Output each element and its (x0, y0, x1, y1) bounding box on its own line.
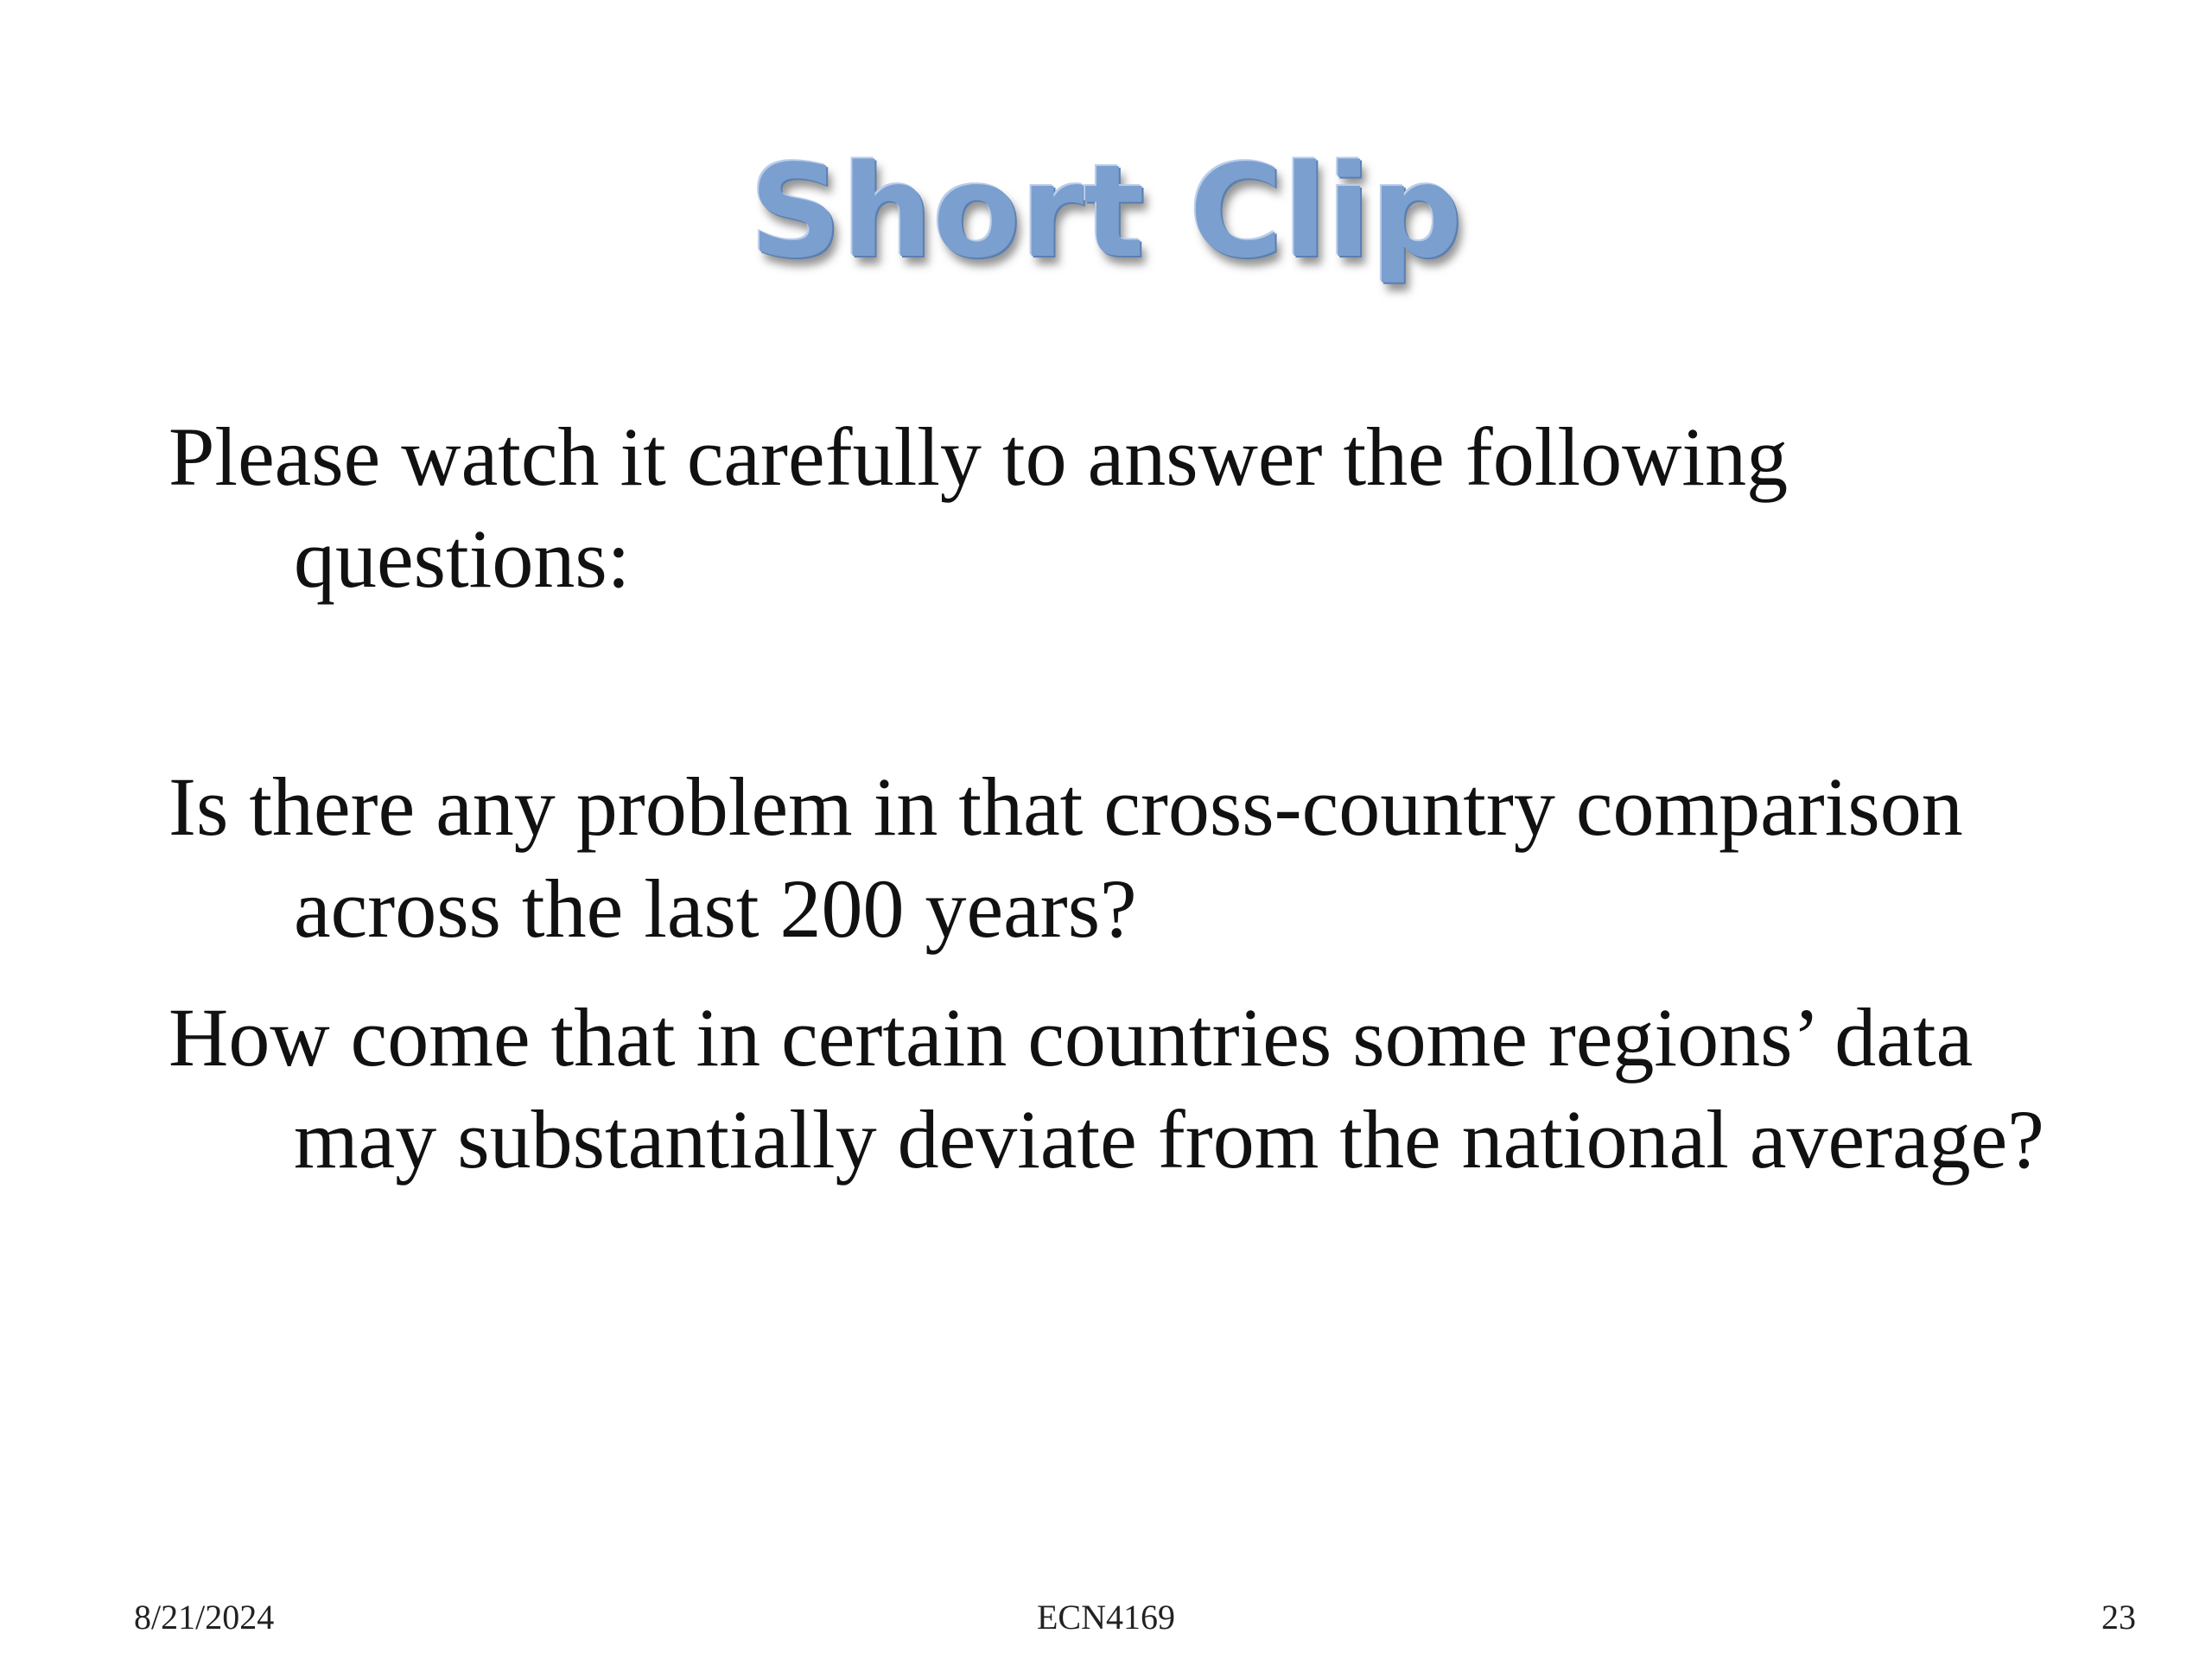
paragraph-text: Please watch it carefully to answer the following questions: (168, 410, 1789, 605)
paragraph-text: Is there any problem in that cross-country comparison across the last 200 years? (168, 760, 1963, 955)
footer-date: 8/21/2024 (134, 1598, 275, 1637)
paragraph-question-1 (168, 756, 2104, 960)
slide-title: Short Clip (749, 137, 1463, 286)
paragraph-instructions (168, 406, 2104, 610)
footer-course: ECN4169 (1037, 1598, 1175, 1637)
footer-page-number: 23 (2101, 1598, 2136, 1637)
paragraph-text: How come that in certain countries some regions’ data may substantially deviate from the national average? (168, 991, 2044, 1185)
paragraph-question-2 (168, 987, 2104, 1191)
